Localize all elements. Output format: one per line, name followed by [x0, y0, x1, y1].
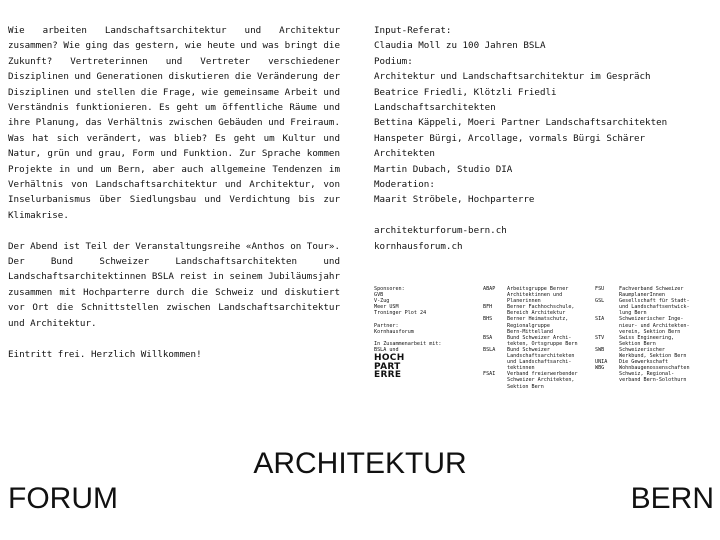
panelist-line: Beatrice Friedli, Klötzli Friedli [374, 86, 557, 98]
input-speaker: Claudia Moll zu 100 Jahren BSLA [374, 40, 546, 52]
partner-label: Partner: [374, 322, 399, 329]
event-description [8, 23, 340, 362]
organizer-entry: BSA Bund Schweizer Archi- tekten, Ortsgruppe Bern [483, 334, 578, 347]
organizer-entry: SIA Schweizerischer Inge- nieur- und Architekten- verein, Sektion Bern [595, 316, 690, 335]
hochparterre-logo: HOCH PART ERRE [374, 353, 405, 381]
intro-paragraph: Wie arbeiten Landschaftsarchitektur und Architektur zusammen? Wie ging das gestern, wie heute und was bringt die Zukunft? Vertreterinnen und Vertreter verschiedener Disziplinen und Generationen diskutieren die Veränderung der Disziplinen und stellen die Frage, wie gemeinsame Arbeit und Verständnis funktionieren. Es geht um öffentliche Räume und ihre Planung, das Verhältnis zwischen Gebäuden und Freiraum. Was hat sich verändert, was blieb? Es geht um Kultur und Natur, grün und grau, Form und Funktion. Zur Sprache kommen Projekte in und um Bern, aber auch allgemeine Tendenzen im Verhältnis von Landschaftsarchitektur und Architektur, von Inselurbanismus über Siedlungsbau und Verdichtung bis zur Klimakrise. [8, 25, 340, 221]
panelist-line: Martin Dubach, Studio DIA [374, 163, 513, 175]
wordmark-forum: FORUM [8, 482, 118, 515]
sponsor-name: Meer USM [374, 304, 399, 311]
collab-name: BSLA und [374, 346, 399, 353]
panelist-line: Architekten [374, 148, 435, 160]
podium-label: Podium: [374, 55, 413, 67]
series-paragraph: Der Abend ist Teil der Veranstaltungsreihe «Anthos on Tour». Der Bund Schweizer Landschaftsarchitekten und Landschaftsarchitektinnen BSLA reist in seinem Jubiläumsjahr zusammen mit Hochparterre durch die Schweiz und diskutiert vor Ort die Schnittstellen zwischen Landschaftsarchitektur und Architektur. [8, 240, 340, 329]
panelist-line: Hanspeter Bürgi, Arcollage, vormals Bürgi Schärer [374, 132, 646, 144]
sponsor-name: Troninger Plot 24 [374, 310, 427, 317]
sponsor-name: V-Zug [374, 298, 390, 305]
website-link[interactable]: kornhausforum.ch [374, 240, 463, 252]
organizers-column-2 [595, 286, 720, 384]
input-label: Input-Referat: [374, 25, 452, 36]
program-details [374, 23, 720, 254]
sponsors-label: Sponsoren: [374, 286, 405, 292]
organizer-entry: BHS Berner Heimatschutz, Regionalgruppe Bern-Mittelland [483, 316, 569, 335]
website-links [374, 223, 720, 254]
podium-topic: Architektur und Landschaftsarchitektur im Gespräch [374, 71, 651, 83]
admission-note: Eintritt frei. Herzlich Willkommen! [8, 348, 202, 360]
sponsor-name: GVB [374, 292, 384, 299]
credits-block [374, 286, 720, 426]
wordmark-bern: BERN [630, 482, 714, 515]
organizers-column-1 [483, 286, 597, 390]
moderation-label: Moderation: [374, 179, 435, 191]
organizer-entry: FSU Fachverband Schweizer RaumplanerInnen [595, 286, 684, 299]
partner-name: Kornhausforum [374, 328, 414, 335]
wordmark-architektur: ARCHITEKTUR [253, 447, 467, 480]
organizer-entry: BFH Berner Fachhochschule, Bereich Architektur [483, 304, 575, 317]
organizer-entry: ABAP Arbeitsgruppe Berner Architektinnen und Planerinnen [483, 286, 569, 305]
organizer-entry: SWB Schweizerischer Werkbund, Sektion Bern [595, 346, 687, 360]
website-link[interactable]: architekturforum-bern.ch [374, 225, 507, 237]
organizer-entry: FSAI Verband freierwerbender Schweizer Architekten, Sektion Bern [483, 371, 578, 390]
panelist-line: Bettina Käppeli, Moeri Partner Landschaftsarchitekten [374, 117, 668, 129]
organizer-entry: UNIA Die Gewerkschaft [595, 359, 669, 366]
organizer-entry: BSLA Bund Schweizer Landschaftsarchitekten und Landschaftsarchi- tektinnen [483, 346, 575, 372]
moderator: Maarit Ströbele, Hochparterre [374, 194, 535, 206]
organizer-entry: GSL Gesellschaft für Stadt- und Landschaftsentwick- lung Bern [595, 298, 690, 317]
organizer-entry: WBG Wohnbaugenossenschaften Schweiz, Regional- verband Bern-Solothurn [595, 365, 690, 384]
sponsors-column [374, 286, 478, 386]
collab-label: In Zusammenarbeit mit: [374, 340, 442, 347]
organizer-entry: STV Swiss Engineering, Sektion Bern [595, 334, 675, 347]
panelist-line: Landschaftsarchitekten [374, 102, 496, 114]
